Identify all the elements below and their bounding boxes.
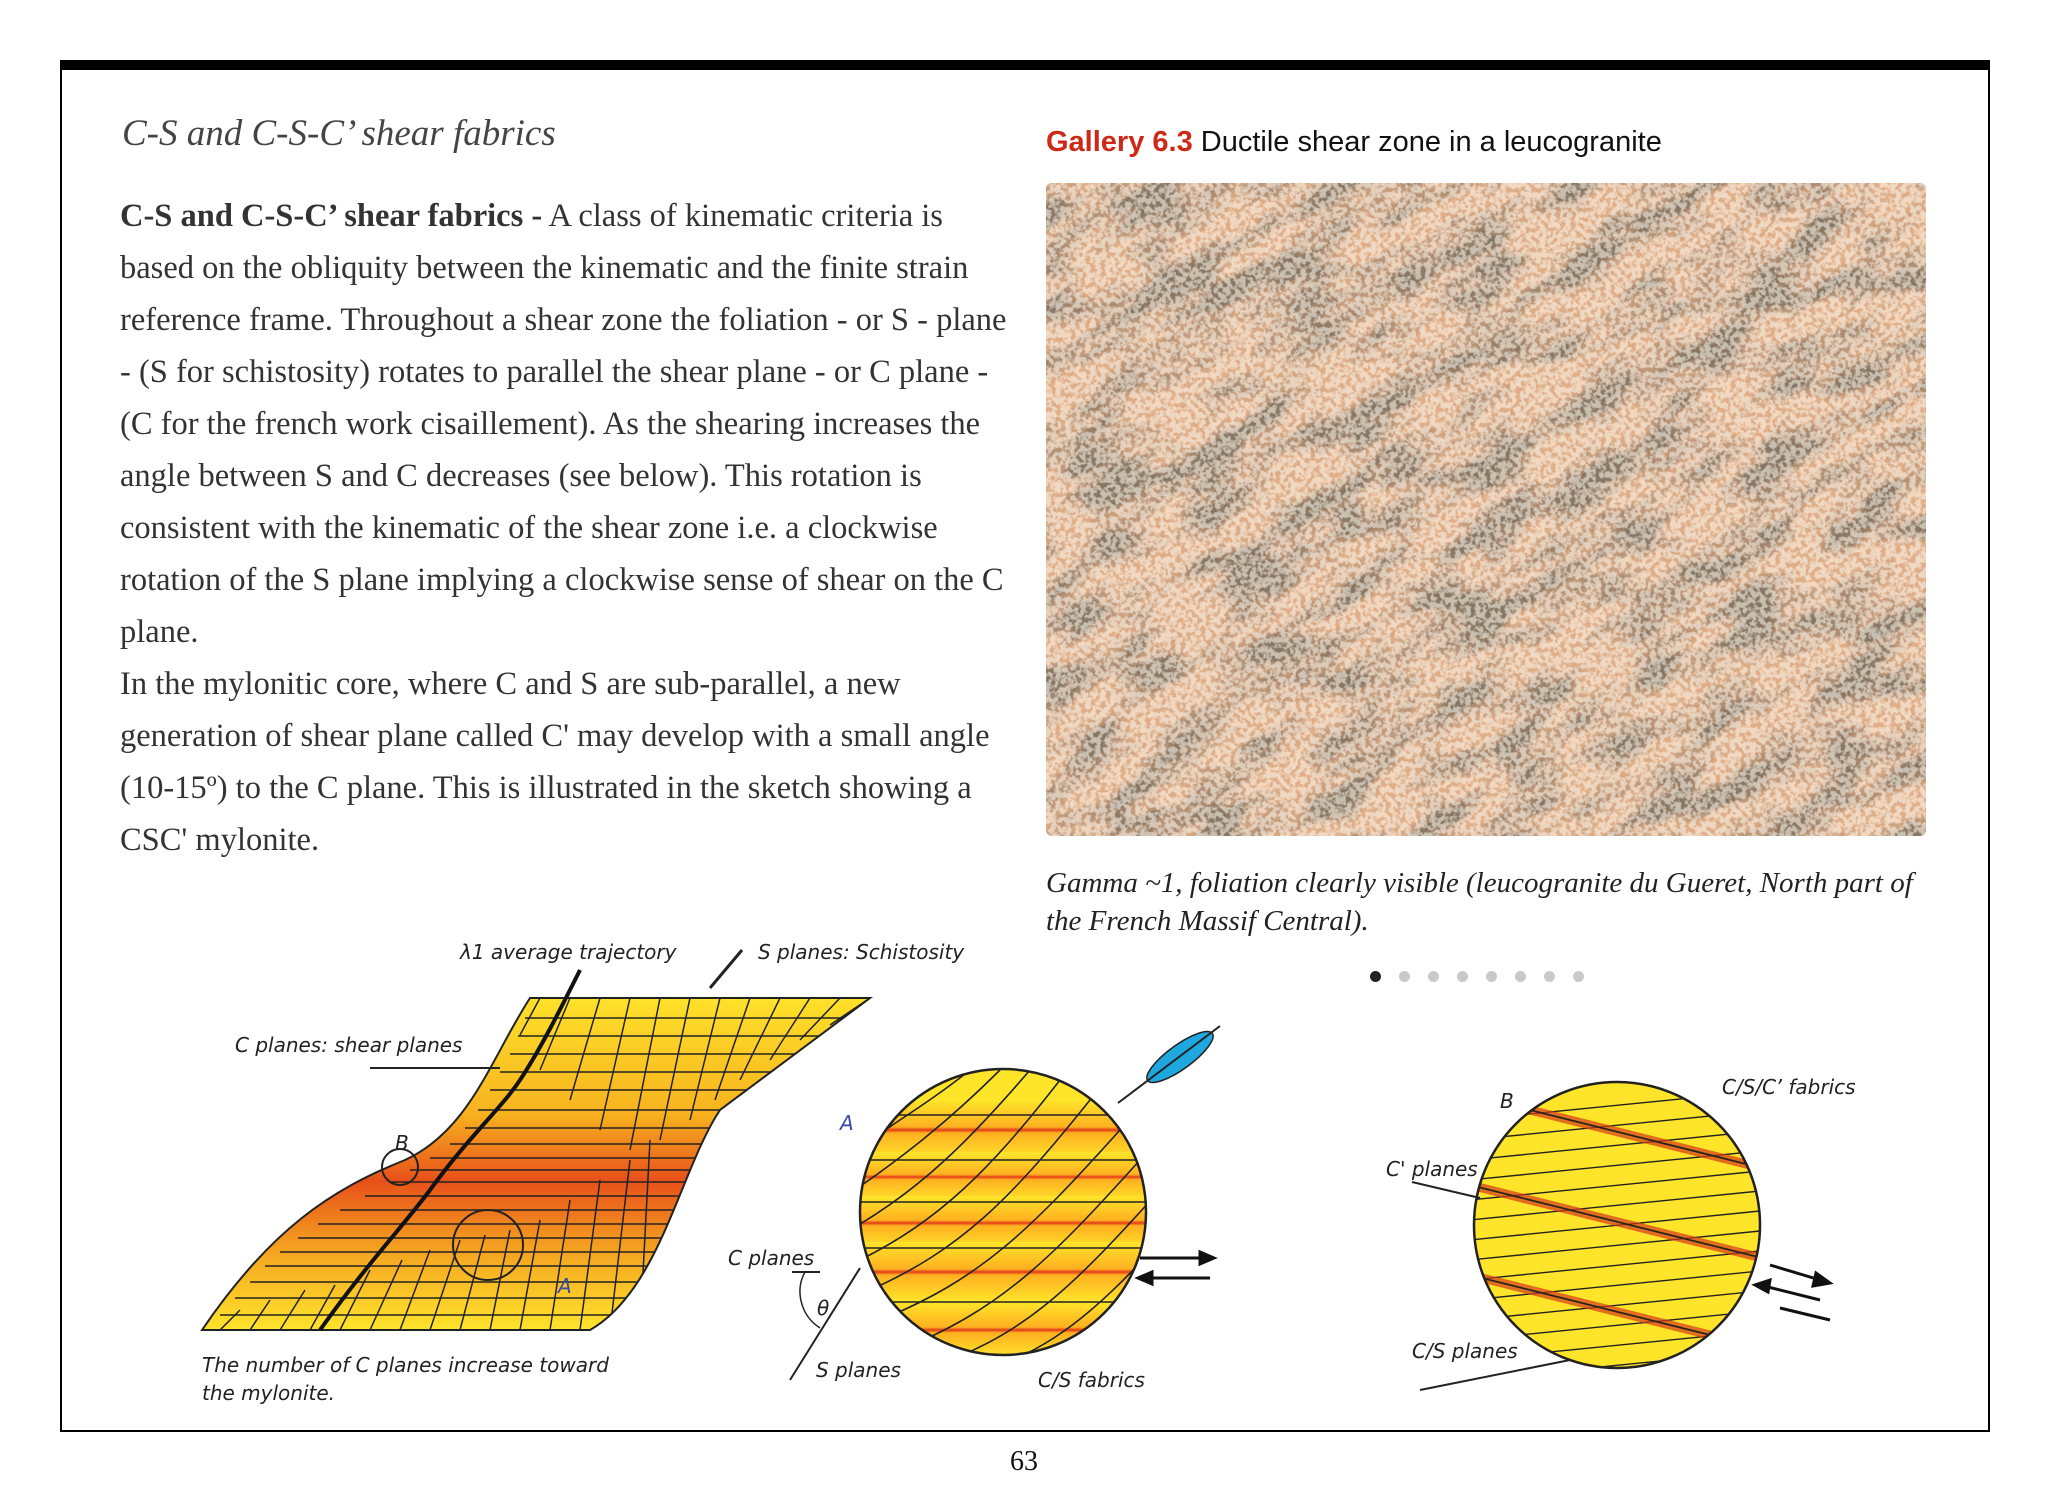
shear-sense-arrows-1 [1138, 1252, 1214, 1284]
page-number: 63 [1010, 1446, 1038, 1477]
lead-term: C-S and C-S-C’ shear fabrics - [120, 198, 543, 234]
cs-c-planes-label: C planes [728, 1246, 815, 1270]
shear-fabric-figure [180, 930, 1900, 1420]
gallery-title [1046, 126, 1662, 159]
label-b: B [395, 1131, 409, 1155]
cs-disc [820, 1060, 1180, 1390]
csc-label-b: B [1500, 1089, 1514, 1113]
gallery-photo[interactable] [1046, 183, 1926, 836]
note-line-2: the mylonite. [202, 1381, 336, 1405]
gallery-heading: Ductile shear zone in a leucogranite [1200, 126, 1662, 158]
paragraph-1 [120, 190, 1020, 658]
cs-s-planes-label: S planes [816, 1358, 901, 1382]
lambda-label: λ1 average trajectory [460, 940, 677, 964]
shear-sense-arrows-2 [1755, 1265, 1830, 1320]
cs-label-a: A [840, 1111, 854, 1135]
label-a: A [558, 1274, 572, 1298]
c-planes-label: C planes: shear planes [235, 1033, 463, 1057]
cs-theta-label: θ [817, 1296, 830, 1320]
cs-fabrics-label: C/S fabrics [1038, 1368, 1145, 1392]
csc-cprime-label: C' planes [1386, 1157, 1478, 1181]
gallery-caption: Gamma ~1, foliation clearly visible (leucogranite du Gueret, North part of the French Massif Central). [1046, 867, 1913, 937]
csc-fabrics-label: C/S/C’ fabrics [1722, 1075, 1856, 1099]
paragraph-1-text: A class of kinematic criteria is based on the obliquity between the kinematic and the finite strain reference frame. Throughout a shear zone the foliation - or S - plane - (S for schistosity) rotates to parallel the shear plane - or C plane - (C for the french work cisaillement). As the shearing increases the angle between S and C decreases (see below). This rotation is consistent with the kinematic of the shear zone i.e. a clockwise rotation of the S plane implying a clockwise sense of shear on the C plane. [120, 198, 1007, 650]
note-line-1: The number of C planes increase toward [202, 1353, 609, 1377]
paragraph-2: In the mylonitic core, where C and S are sub-parallel, a new generation of shear plane called C' may develop with a small angle (10-15º) to the C plane. This is illustrated in the sketch showing a CSC' mylonite. [120, 666, 990, 858]
section-title: C-S and C-S-C’ shear fabrics [122, 113, 556, 154]
gallery-number: Gallery 6.3 [1046, 126, 1193, 158]
csc-cs-planes-label: C/S planes [1412, 1339, 1518, 1363]
s-planes-label: S planes: Schistosity [758, 940, 965, 964]
body-text [120, 190, 1020, 866]
